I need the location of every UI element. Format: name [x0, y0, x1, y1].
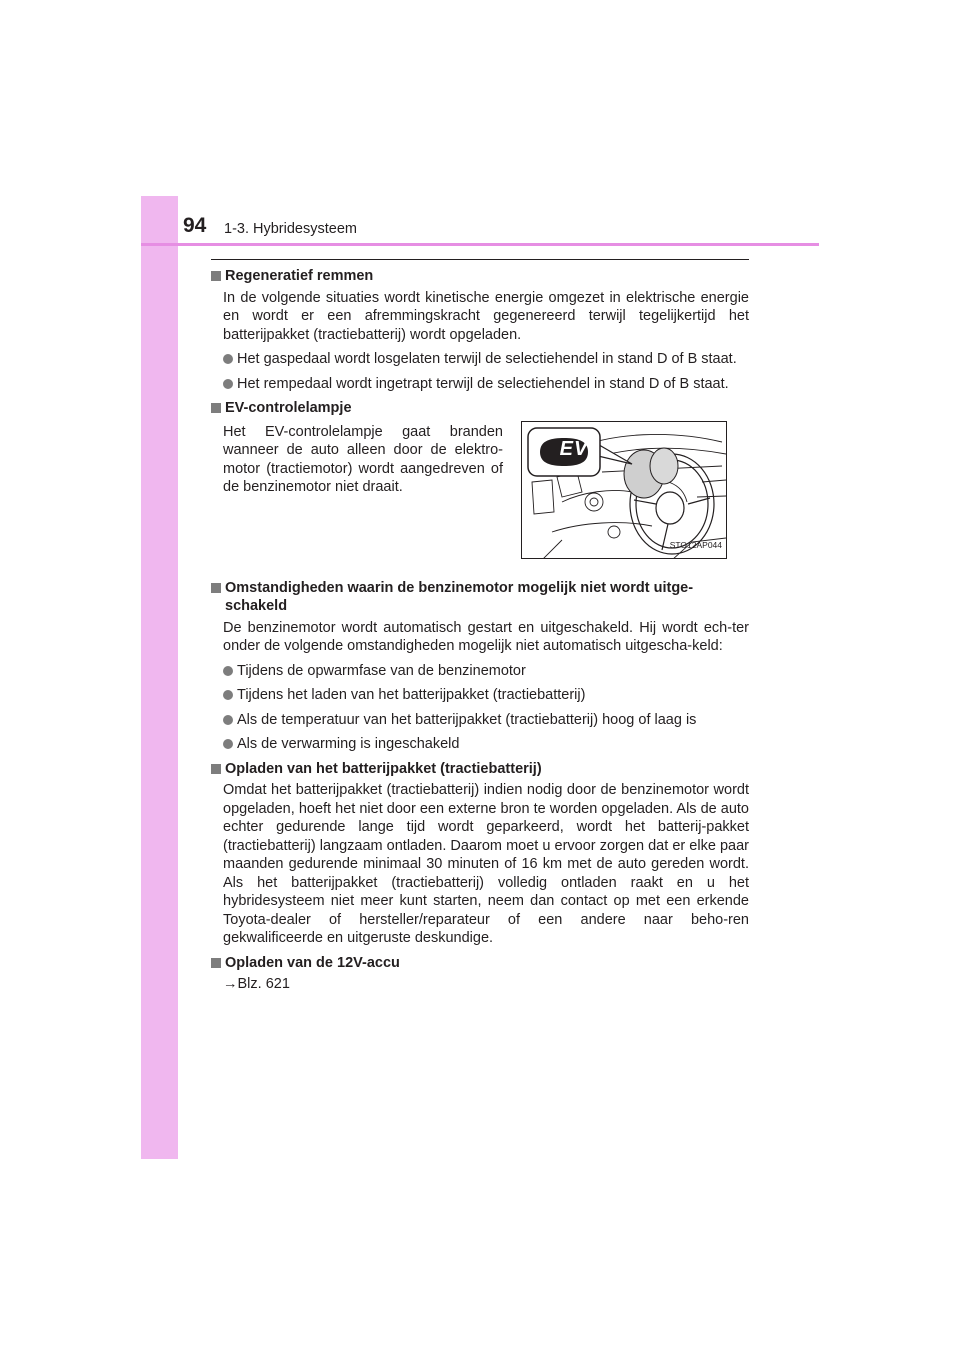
list-item: Tijdens het laden van het batterijpakket (tractiebatterij)	[223, 686, 749, 705]
square-bullet-icon	[211, 583, 221, 593]
list-item: Het rempedaal wordt ingetrapt terwijl de selectiehendel in stand D of B staat.	[223, 375, 749, 394]
paragraph: Omdat het batterijpakket (tractiebatterij) indien nodig door de benzinemotor wordt opgeladen, hoeft het niet door een externe bron te worden opgeladen. Als de auto echter gedurende lange tijd wordt geparkeerd, wordt het batterij-pakket (tractiebatterij) langzaam ontladen. Daarom moet u ervoor zorgen dat er elke paar maanden gedurende minimaal 30 minuten of 16 km met de auto gereden wordt. Als het batterijpakket (tractiebatterij) volledig ontladen raakt en u het hybridesysteem niet meer kunt starten, neem dan contact op met een erkende Toyota-dealer of hersteller/reparateur of een andere naar beho-ren gekwalificeerde en uitgeruste deskundige.	[223, 782, 749, 946]
page-side-tab	[141, 196, 178, 1159]
page-number: 94	[183, 214, 207, 237]
page-content	[211, 267, 749, 994]
ev-indicator-label: EV	[559, 437, 589, 460]
circle-bullet-icon	[223, 354, 233, 364]
paragraph: Het EV-controlelampje gaat branden wanneer de auto alleen door de elektro-motor (tractiemotor) wordt aangedreven of de benzinemotor niet draait.	[223, 423, 503, 495]
square-bullet-icon	[211, 764, 221, 774]
list-item: Als de verwarming is ingeschakeld	[223, 735, 749, 754]
ev-block	[211, 421, 749, 567]
square-bullet-icon	[211, 403, 221, 413]
content-rule	[211, 259, 749, 260]
heading-omstandigheden: Omstandigheden waarin de benzinemotor mogelijk niet wordt uitge-schakeld	[211, 579, 749, 616]
list-item: Als de temperatuur van het batterijpakket (tractiebatterij) hoog of laag is	[223, 711, 749, 730]
paragraph: De benzinemotor wordt automatisch gestart en uitgeschakeld. Hij wordt ech-ter onder de volgende omstandigheden mogelijk niet automatisch uitgescha-keld:	[223, 619, 749, 654]
section-title: 1-3. Hybridesysteem	[224, 221, 357, 237]
circle-bullet-icon	[223, 715, 233, 725]
figure-code: STO12AP044	[669, 540, 722, 550]
heading-opladen-batterijpakket: Opladen van het batterijpakket (tractiebatterij)	[211, 760, 749, 779]
circle-bullet-icon	[223, 690, 233, 700]
heading-ev-controlelampje: EV-controlelampje	[211, 399, 749, 418]
circle-bullet-icon	[223, 666, 233, 676]
square-bullet-icon	[211, 271, 221, 281]
dashboard-figure	[521, 421, 727, 559]
heading-regeneratief-remmen: Regeneratief remmen	[211, 267, 749, 286]
circle-bullet-icon	[223, 379, 233, 389]
header-rule	[141, 243, 819, 246]
list-item: Het gaspedaal wordt losgelaten terwijl de selectiehendel in stand D of B staat.	[223, 350, 749, 369]
heading-opladen-12v-accu: Opladen van de 12V-accu	[211, 954, 749, 973]
page-reference-link[interactable]: →Blz. 621	[223, 976, 290, 992]
paragraph: In de volgende situaties wordt kinetische energie omgezet in elektrische energie en wordt er een afremmingskracht gegenereerd terwijl tegelijkertijd het batterijpakket (tractiebatterij) wordt opgeladen.	[223, 289, 749, 343]
square-bullet-icon	[211, 958, 221, 968]
circle-bullet-icon	[223, 739, 233, 749]
list-item: Tijdens de opwarmfase van de benzinemotor	[223, 662, 749, 681]
